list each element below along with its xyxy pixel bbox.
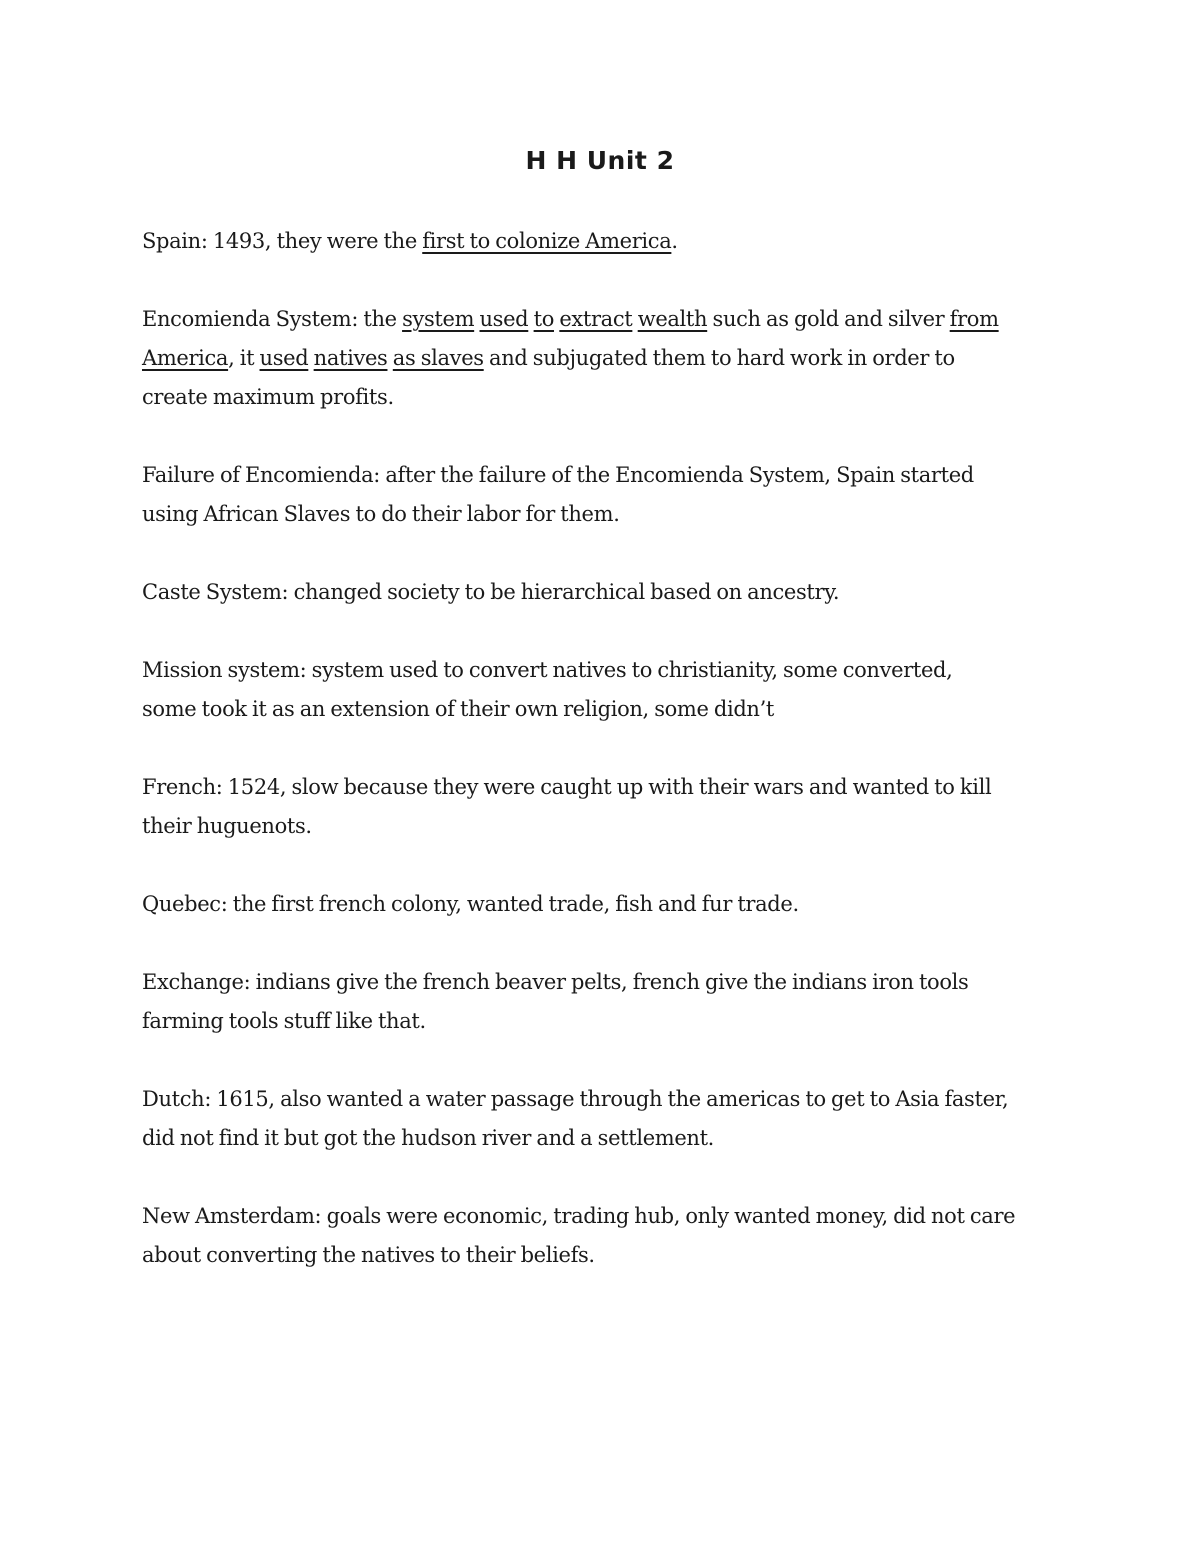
underlined-text: used bbox=[259, 346, 309, 370]
text-line: create maximum profits. bbox=[142, 385, 394, 409]
text-line: some took it as an extension of their own religion, some didn’t bbox=[142, 697, 775, 721]
paragraph-exchange bbox=[142, 963, 1072, 1041]
underlined-text: system bbox=[402, 307, 475, 331]
page-title: H H Unit 2 bbox=[525, 146, 675, 175]
text-line: Mission system: system used to convert natives to christianity, some converted, bbox=[142, 658, 953, 682]
paragraph-failure-of-encomienda bbox=[142, 456, 1072, 534]
text-line: farming tools stuff like that. bbox=[142, 1009, 426, 1033]
text-line: Failure of Encomienda: after the failure of the Encomienda System, Spain started bbox=[142, 463, 974, 487]
text-line: Caste System: changed society to be hierarchical based on ancestry. bbox=[142, 580, 840, 604]
underlined-text: first to colonize America bbox=[422, 229, 672, 253]
paragraph-quebec bbox=[142, 885, 1072, 924]
text-run: Encomienda System: the bbox=[142, 307, 403, 331]
text-run: . bbox=[671, 229, 678, 253]
paragraph-encomienda bbox=[142, 300, 1072, 417]
text-line: New Amsterdam: goals were economic, trading hub, only wanted money, did not care bbox=[142, 1204, 1016, 1228]
text-line bbox=[142, 339, 1072, 378]
underlined-text: from bbox=[949, 307, 999, 331]
text-line: Exchange: indians give the french beaver pelts, french give the indians iron tools bbox=[142, 970, 969, 994]
text-line: Quebec: the first french colony, wanted trade, fish and fur trade. bbox=[142, 892, 799, 916]
underlined-text: America bbox=[142, 346, 229, 370]
underlined-text: to bbox=[533, 307, 554, 331]
text-line: using African Slaves to do their labor for them. bbox=[142, 502, 620, 526]
paragraph-mission-system bbox=[142, 651, 1072, 729]
text-line: about converting the natives to their beliefs. bbox=[142, 1243, 595, 1267]
paragraph-french bbox=[142, 768, 1072, 846]
paragraph-dutch bbox=[142, 1080, 1072, 1158]
text-line: Dutch: 1615, also wanted a water passage through the americas to get to Asia faster, bbox=[142, 1087, 1009, 1111]
paragraph-new-amsterdam bbox=[142, 1197, 1072, 1275]
underlined-text: natives bbox=[313, 346, 388, 370]
underlined-text: as slaves bbox=[392, 346, 484, 370]
text-line: did not find it but got the hudson river and a settlement. bbox=[142, 1126, 715, 1150]
paragraph-caste-system bbox=[142, 573, 1072, 612]
text-run: Spain: 1493, they were the bbox=[142, 229, 423, 253]
underlined-text: wealth bbox=[637, 307, 708, 331]
paragraph-spain bbox=[142, 222, 1072, 261]
text-run: , it bbox=[228, 346, 260, 370]
text-line bbox=[142, 300, 1072, 339]
text-line: French: 1524, slow because they were caught up with their wars and wanted to kill bbox=[142, 775, 992, 799]
underlined-text: extract bbox=[559, 307, 633, 331]
document-body bbox=[142, 222, 1072, 1314]
text-run: such as gold and silver bbox=[707, 307, 950, 331]
text-run: and subjugated them to hard work in order to bbox=[483, 346, 955, 370]
text-line bbox=[142, 222, 1072, 261]
underlined-text: used bbox=[479, 307, 529, 331]
text-line: their huguenots. bbox=[142, 814, 312, 838]
